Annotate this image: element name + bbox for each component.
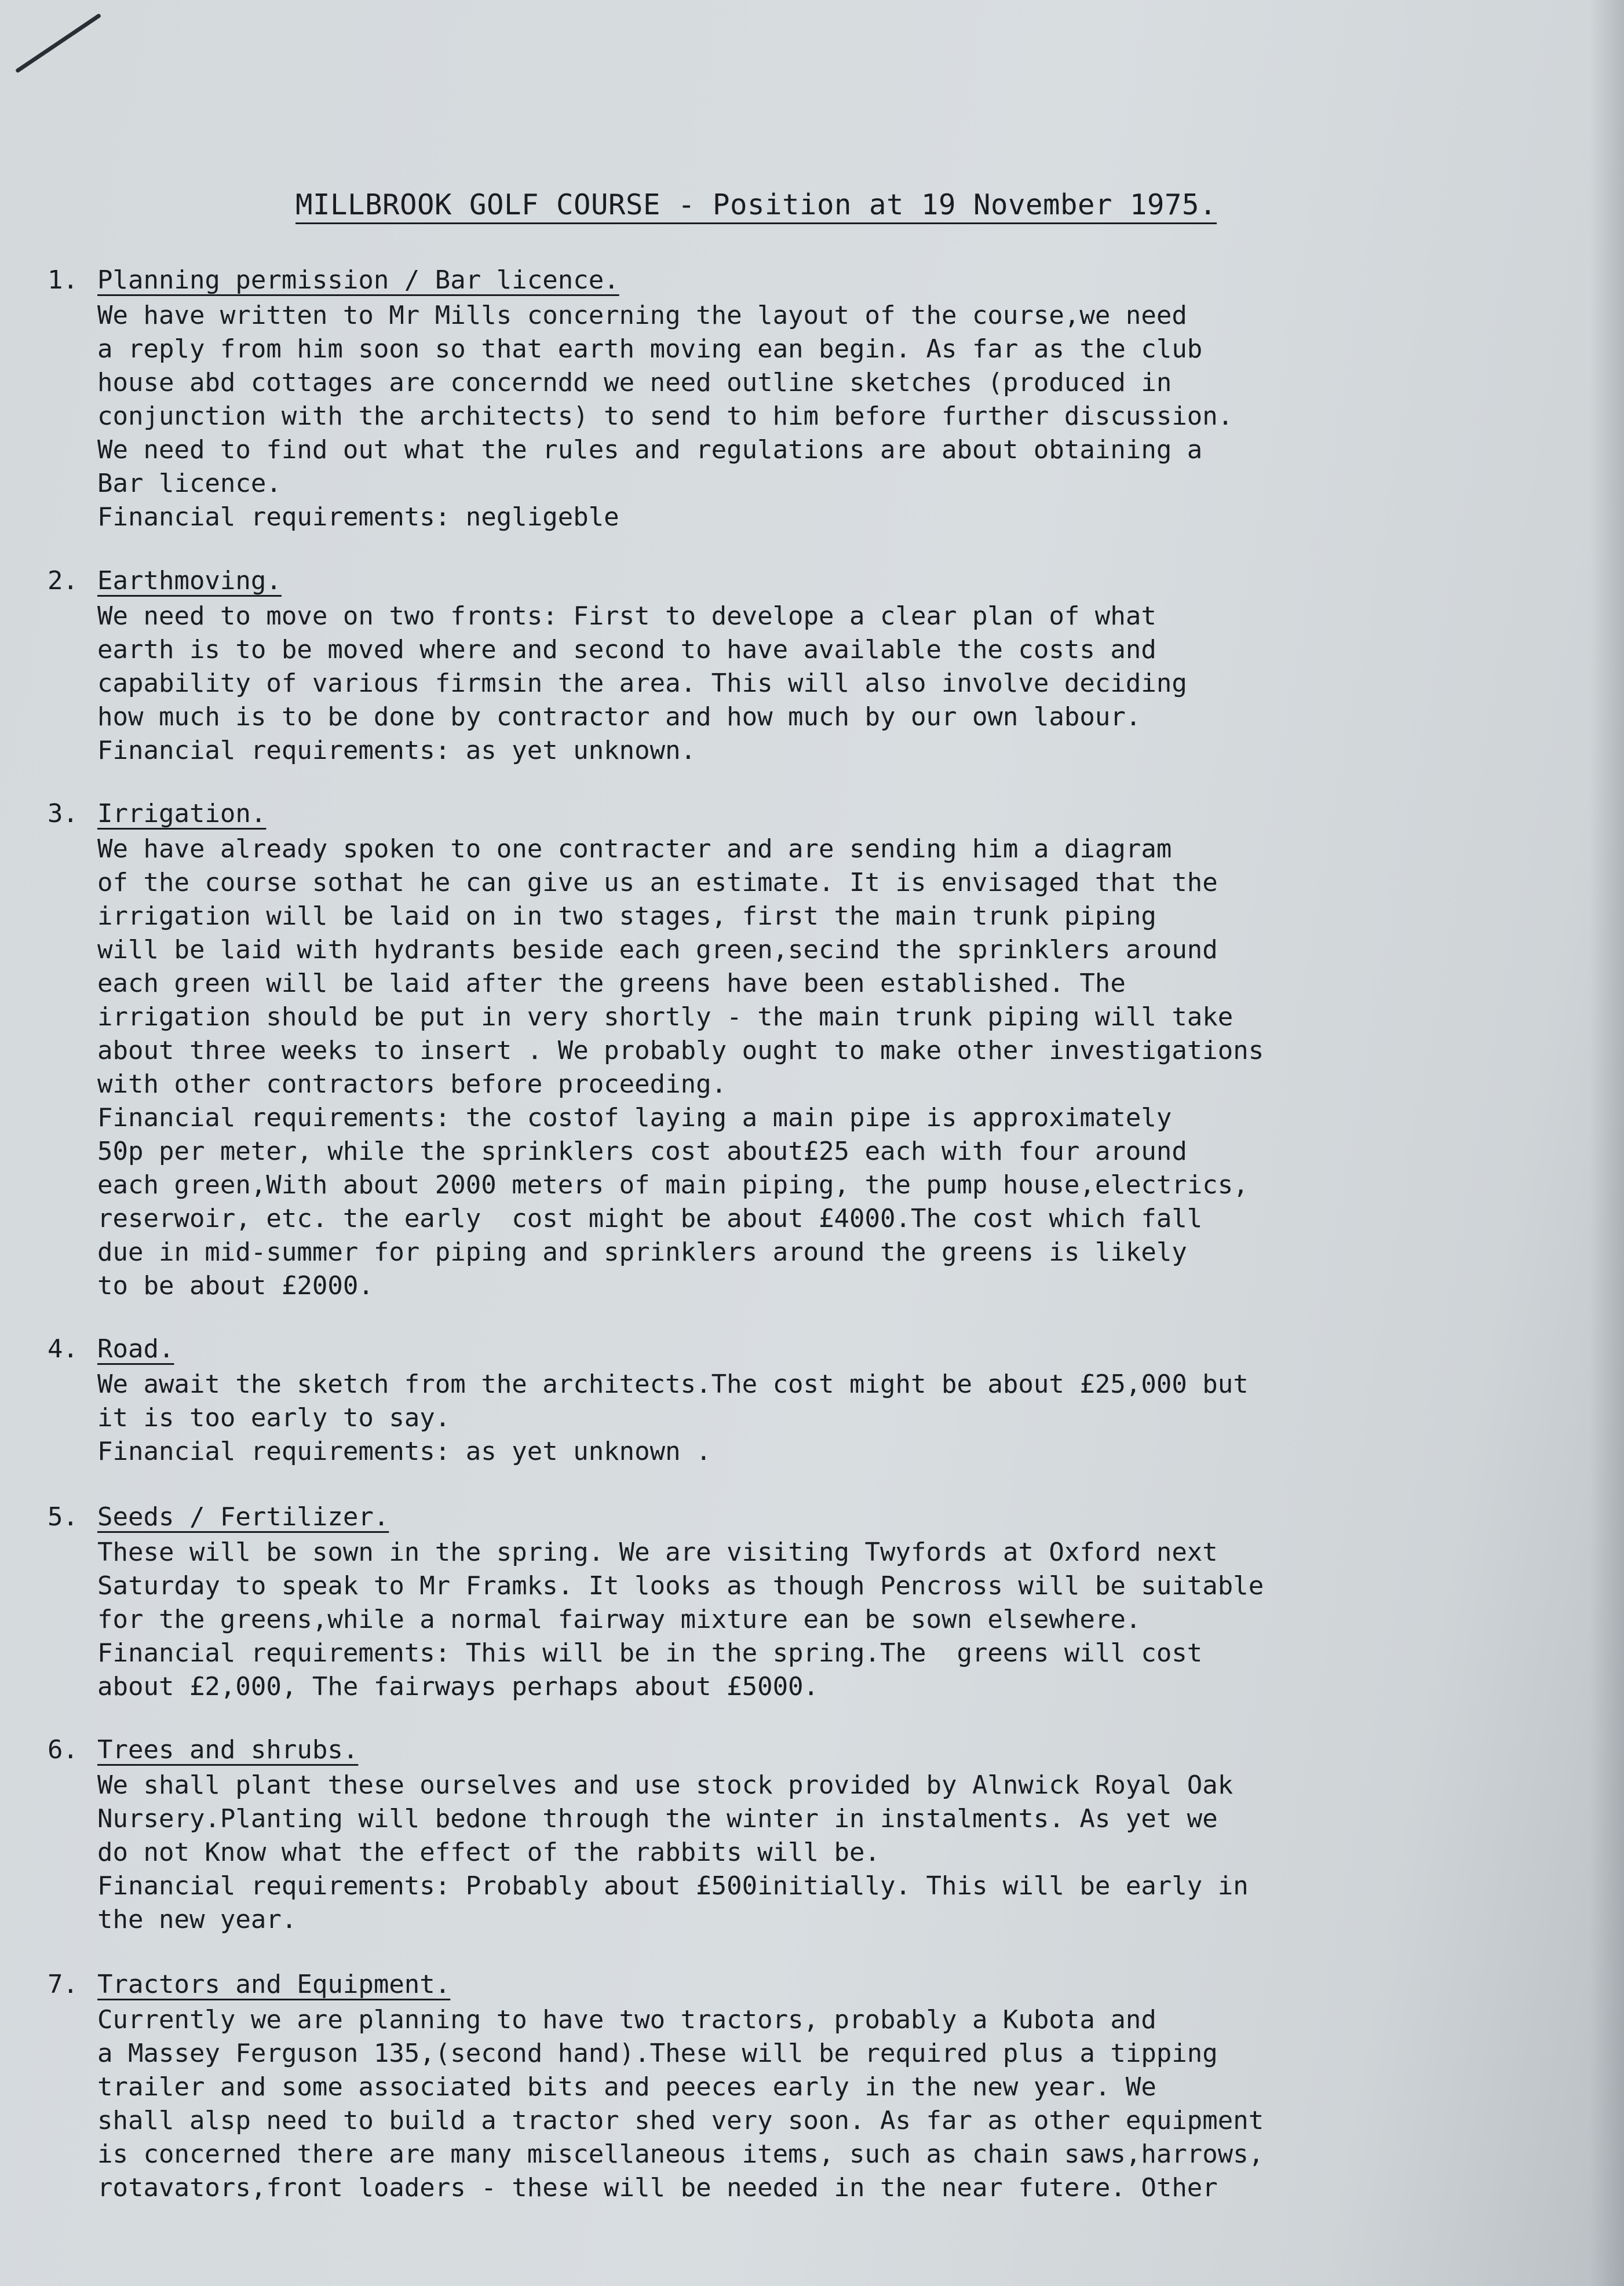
- financial-requirements-line: Financial requirements: negligeble: [97, 502, 619, 532]
- section-heading: [48, 799, 1508, 832]
- text-line: We need to move on two fronts: First to develope a clear plan of what: [97, 601, 1156, 631]
- text-line: is concerned there are many miscellaneous items, such as chain saws,harrows,: [97, 2139, 1264, 2169]
- text-line: We have already spoken to one contracter and are sending him a diagram: [97, 834, 1172, 864]
- section-heading: [48, 1970, 1508, 2003]
- text-line: rotavators,front loaders - these will be needed in the near futere. Other: [97, 2173, 1218, 2203]
- text-line: to be about £2000.: [97, 1271, 374, 1301]
- text-line: conjunction with the architects) to send to him before further discussion.: [97, 401, 1233, 431]
- section-number: 3.: [48, 799, 78, 828]
- text-line: shall alsp need to build a tractor shed very soon. As far as other equipment: [97, 2106, 1264, 2135]
- section-number: 1.: [48, 265, 78, 295]
- section-seeds-fertilizer: [48, 1502, 1508, 1704]
- section-title: Seeds / Fertilizer.: [97, 1502, 389, 1532]
- text-line: These will be sown in the spring. We are visiting Twyfords at Oxford next: [97, 1538, 1218, 1567]
- section-heading: [48, 1735, 1508, 1769]
- financial-requirements-line: Financial requirements: the costof laying a main pipe is approximately: [97, 1103, 1172, 1133]
- text-line: capability of various firmsin the area. This will also involve deciding: [97, 669, 1187, 698]
- text-line: do not Know what the effect of the rabbits will be.: [97, 1838, 881, 1867]
- financial-requirements-line: Financial requirements: as yet unknown.: [97, 736, 696, 765]
- section-planning: [48, 265, 1508, 534]
- section-title: Irrigation.: [97, 799, 267, 828]
- financial-requirements-line: Financial requirements: This will be in the spring.The greens will cost: [97, 1638, 1203, 1668]
- text-line: will be laid with hydrants beside each green,secind the sprinklers around: [97, 935, 1218, 965]
- text-line: trailer and some associated bits and peeces early in the new year. We: [97, 2072, 1156, 2102]
- financial-requirements-line: Financial requirements: Probably about £500initially. This will be early in: [97, 1871, 1249, 1901]
- text-line: earth is to be moved where and second to have available the costs and: [97, 635, 1156, 664]
- section-number: 6.: [48, 1735, 78, 1765]
- section-heading: [48, 566, 1508, 600]
- text-line: house abd cottages are concerndd we need outline sketches (produced in: [97, 368, 1172, 397]
- text-line: Bar licence.: [97, 469, 282, 498]
- section-heading: [48, 265, 1508, 299]
- section-title: Earthmoving.: [97, 566, 282, 596]
- text-line: We need to find out what the rules and regulations are about obtaining a: [97, 435, 1203, 465]
- section-title: Trees and shrubs.: [97, 1735, 359, 1765]
- text-line: each green,With about 2000 meters of main piping, the pump house,electrics,: [97, 1170, 1249, 1200]
- text-line: Saturday to speak to Mr Framks. It looks as though Pencross will be suitable: [97, 1571, 1264, 1601]
- section-trees-shrubs: [48, 1735, 1508, 1937]
- section-title: Road.: [97, 1334, 174, 1364]
- text-line: We await the sketch from the architects.The cost might be about £25,000 but: [97, 1370, 1249, 1399]
- text-line: it is too early to say.: [97, 1403, 451, 1433]
- text-line: reserwoir, etc. the early cost might be about £4000.The cost which fall: [97, 1204, 1203, 1233]
- text-line: about three weeks to insert . We probably ought to make other investigations: [97, 1036, 1264, 1065]
- section-road: [48, 1334, 1508, 1469]
- financial-requirements-line: Financial requirements: as yet unknown .: [97, 1437, 711, 1466]
- section-heading: [48, 1334, 1508, 1368]
- text-line: Nursery.Planting will bedone through the winter in instalments. As yet we: [97, 1804, 1218, 1834]
- text-line: about £2,000, The fairways perhaps about £5000.: [97, 1672, 819, 1701]
- text-line: a reply from him soon so that earth moving ean begin. As far as the club: [97, 334, 1203, 364]
- section-heading: [48, 1502, 1508, 1536]
- text-line: Currently we are planning to have two tractors, probably a Kubota and: [97, 2005, 1156, 2035]
- text-line: irrigation will be laid on in two stages, first the main trunk piping: [97, 901, 1156, 931]
- text-line: of the course sothat he can give us an estimate. It is envisaged that the: [97, 868, 1218, 897]
- document-title: MILLBROOK GOLF COURSE - Position at 19 November 1975.: [295, 188, 1217, 221]
- section-earthmoving: [48, 566, 1508, 768]
- section-number: 7.: [48, 1970, 78, 1999]
- section-number: 5.: [48, 1502, 78, 1532]
- text-line: We have written to Mr Mills concerning the layout of the course,we need: [97, 301, 1187, 330]
- text-line: due in mid-summer for piping and sprinklers around the greens is likely: [97, 1237, 1187, 1267]
- section-number: 4.: [48, 1334, 78, 1364]
- text-line: for the greens,while a normal fairway mixture ean be sown elsewhere.: [97, 1605, 1141, 1634]
- text-line: the new year.: [97, 1905, 297, 1934]
- section-title: Tractors and Equipment.: [97, 1970, 451, 1999]
- section-number: 2.: [48, 566, 78, 596]
- section-title: Planning permission / Bar licence.: [97, 265, 619, 295]
- text-line: how much is to be done by contractor and how much by our own labour.: [97, 702, 1141, 732]
- text-line: 50p per meter, while the sprinklers cost about£25 each with four around: [97, 1137, 1187, 1166]
- text-line: with other contractors before proceeding.: [97, 1069, 727, 1099]
- text-line: We shall plant these ourselves and use stock provided by Alnwick Royal Oak: [97, 1770, 1233, 1800]
- section-tractors-equipment: [48, 1970, 1508, 2205]
- paper-fold-shadow: [1589, 0, 1624, 2286]
- text-line: irrigation should be put in very shortly - the main trunk piping will take: [97, 1002, 1233, 1032]
- text-line: each green will be laid after the greens have been established. The: [97, 969, 1126, 998]
- section-irrigation: [48, 799, 1508, 1303]
- text-line: a Massey Ferguson 135,(second hand).These will be required plus a tipping: [97, 2039, 1218, 2068]
